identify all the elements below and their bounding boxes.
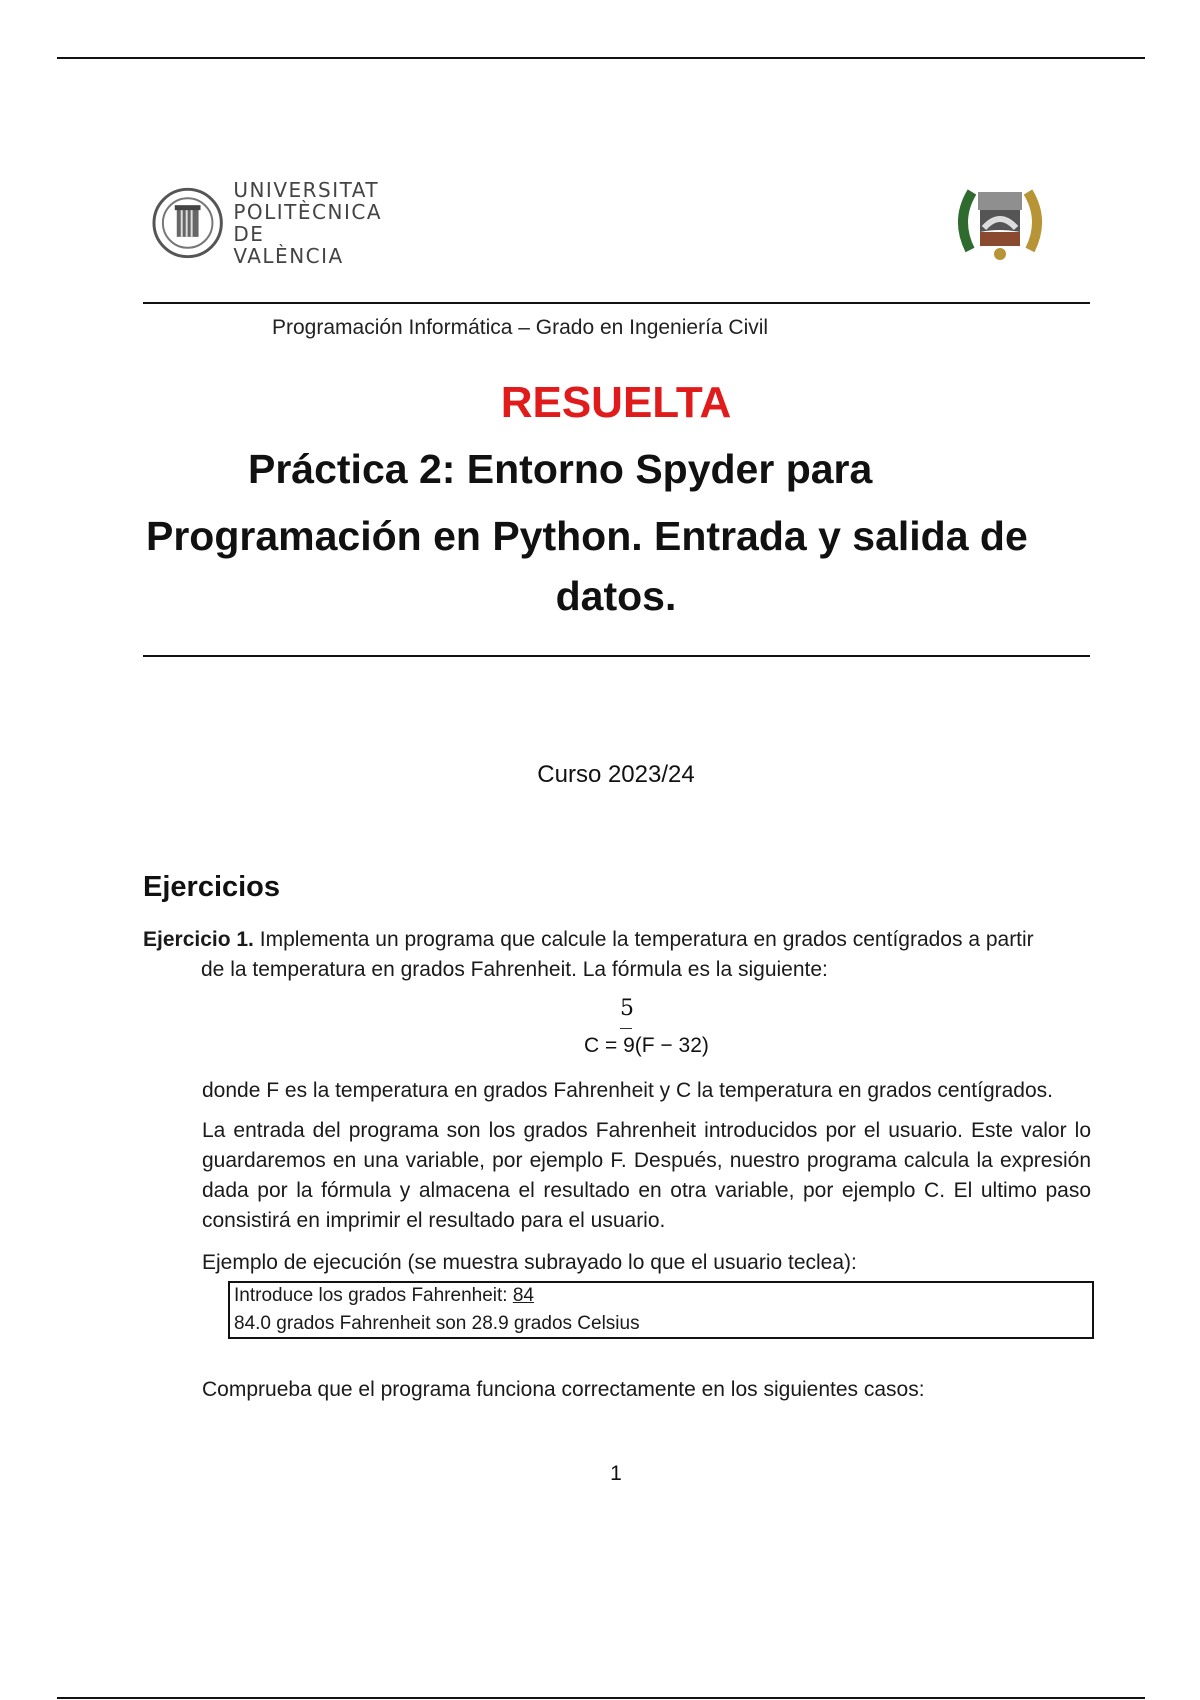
section-heading: Ejercicios [143, 871, 281, 903]
example-prompt: Introduce los grados Fahrenheit: [234, 1285, 513, 1306]
page-title-line-3: datos. [555, 573, 677, 619]
exercise-1-intro-line-2: de la temperatura en grados Fahrenheit. La fórmula es la siguiente: [201, 958, 828, 981]
header-rule-bottom [143, 655, 1090, 657]
example-user-input: 84 [512, 1285, 534, 1306]
university-name-line-1: UNIVERSITAT [233, 178, 380, 202]
page-title-line-2: Programación en Python. Entrada y salida de [146, 513, 1028, 559]
formula [560, 996, 710, 1060]
university-name-line-3: DE VALÈNCIA [233, 222, 344, 268]
university-name [233, 179, 382, 267]
school-crest-icon [950, 170, 1050, 270]
exercise-1-label: Ejercicio 1. [143, 928, 254, 951]
exercise-1-intro-text-1: Implementa un programa que calcule la temperatura en grados centígrados a partir [253, 928, 1034, 951]
course-subject: Programación Informática – Grado en Ingeniería Civil [272, 316, 769, 339]
formula-fraction-bar [620, 1028, 632, 1029]
page-title-line-1: Práctica 2: Entorno Spyder para [248, 446, 873, 492]
header-rule-top [143, 302, 1090, 304]
exercise-1-explanation: donde F es la temperatura en grados Fahrenheit y C la temperatura en grados centígrados. [202, 1079, 1053, 1102]
exercise-1-intro [143, 925, 1091, 985]
example-output-line: 84.0 grados Fahrenheit son 28.9 grados Celsius [234, 1313, 640, 1334]
exercise-1-example-intro: Ejemplo de ejecución (se muestra subrayado lo que el usuario teclea): [202, 1251, 857, 1274]
page-number: 1 [610, 1462, 622, 1485]
formula-numerator: 5 [620, 996, 634, 1021]
status-label: RESUELTA [500, 378, 732, 427]
exercise-1-description: La entrada del programa son los grados Fahrenheit introducidos por el usuario. Este valor lo guardaremos en una variable, por ejemplo F. Después, nuestro programa calcula la expresión dada por la fórmula y almacena el resultado en otra variable, por ejemplo C. El ultimo paso consistirá en imprimir el resultado para el usuario. [202, 1119, 1091, 1232]
example-run-box [228, 1281, 1094, 1339]
example-prompt-line [234, 1285, 534, 1307]
page-bottom-rule [57, 1697, 1145, 1699]
exercise-1-intro-line-1 [143, 925, 1091, 955]
course-year: Curso 2023/24 [537, 761, 695, 788]
university-seal-icon [152, 187, 223, 259]
formula-expression: C = 9(F − 32) [584, 1034, 709, 1057]
page-top-rule [57, 57, 1145, 59]
university-name-line-2: POLITÈCNICA [233, 200, 382, 224]
exercise-1-check-text: Comprueba que el programa funciona correctamente en los siguientes casos: [202, 1378, 925, 1401]
university-logo [152, 178, 382, 268]
